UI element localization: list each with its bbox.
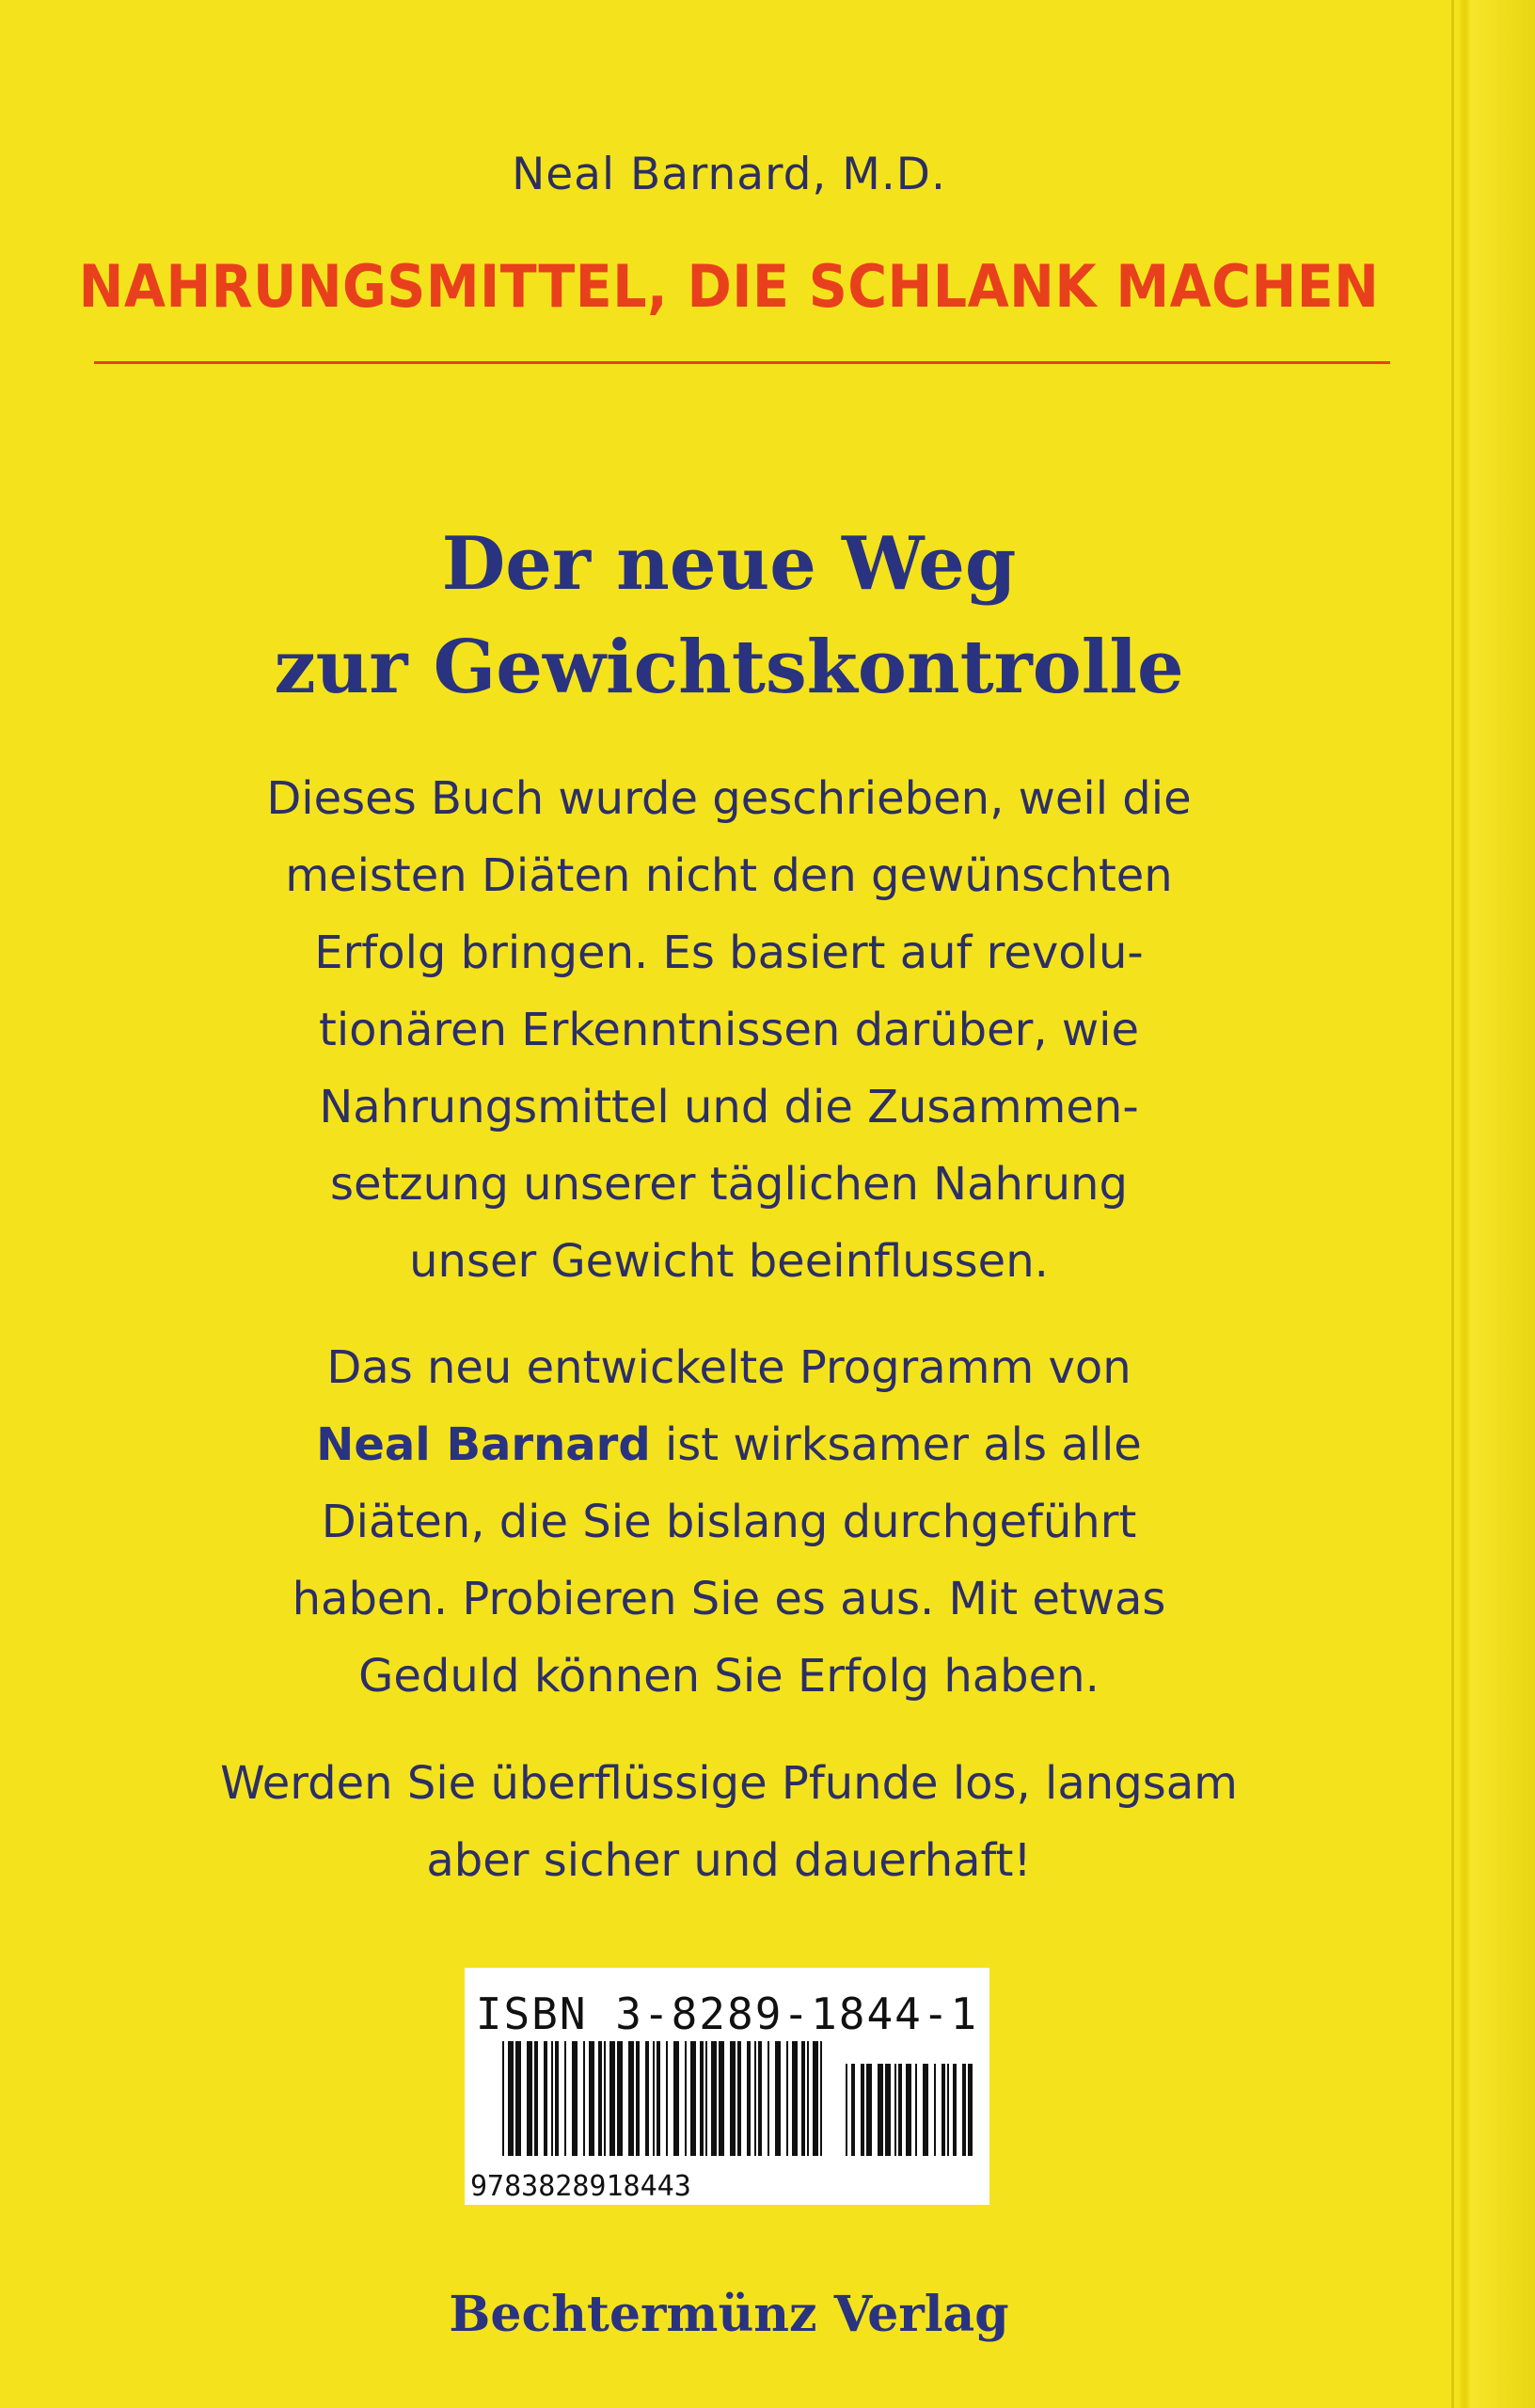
- barcode-bar: [711, 2041, 717, 2156]
- barcode-bar: [894, 2064, 896, 2156]
- barcode-bar: [923, 2064, 928, 2156]
- barcode-bar: [813, 2041, 818, 2156]
- barcode-bar: [730, 2041, 736, 2156]
- blurb-line: setzung unserer täglichen Nahrung: [330, 1158, 1128, 1211]
- barcode-bar: [617, 2041, 623, 2156]
- blurb-paragraph-1: [0, 760, 1458, 1300]
- barcode-bar: [768, 2041, 769, 2156]
- barcode-bar: [653, 2041, 655, 2156]
- barcode-bar: [820, 2041, 822, 2156]
- isbn-barcode-label: [465, 1968, 989, 2205]
- barcode-bar: [534, 2041, 538, 2156]
- headline-line-1: Der neue Weg: [441, 521, 1017, 607]
- barcode-bar: [527, 2041, 532, 2156]
- barcode-bar: [555, 2041, 559, 2156]
- book-title: NAHRUNGSMITTEL, DIE SCHLANK MACHEN: [78, 252, 1380, 321]
- barcode-bar: [758, 2041, 762, 2156]
- ean-digits: 9783828918443: [470, 2170, 691, 2203]
- barcode-bar: [719, 2041, 724, 2156]
- barcode-bar: [747, 2041, 751, 2156]
- barcode-bar: [934, 2064, 936, 2156]
- blurb-line-rest: ist wirksamer als alle: [650, 1418, 1142, 1471]
- title-underline: [94, 361, 1390, 364]
- headline: [0, 513, 1458, 720]
- barcode-graphic: [465, 1968, 989, 2205]
- barcode-bar: [572, 2041, 578, 2156]
- blurb-line: unser Gewicht beeinflussen.: [409, 1235, 1049, 1288]
- barcode-bar: [962, 2064, 966, 2156]
- barcode-bar: [583, 2041, 585, 2156]
- barcode-bar: [645, 2041, 649, 2156]
- blurb-line: aber sicher und dauerhaft!: [426, 1834, 1032, 1887]
- barcode-bar: [866, 2064, 872, 2156]
- blurb-line: Erfolg bringen. Es basiert auf revolu-: [314, 927, 1144, 979]
- barcode-bar: [737, 2041, 741, 2156]
- barcode-bar: [636, 2041, 640, 2156]
- barcode-bar: [598, 2041, 602, 2156]
- blurb-line: Diäten, die Sie bislang durchgeführt: [321, 1496, 1137, 1548]
- isbn-number: ISBN 3-8289-1844-1: [475, 1988, 979, 2039]
- barcode-bar: [604, 2041, 606, 2156]
- publisher-name: Bechtermünz Verlag: [449, 2286, 1009, 2343]
- blurb-line: tionären Erkenntnissen darüber, wie: [319, 1004, 1139, 1056]
- barcode-bar: [544, 2041, 547, 2156]
- blurb-line: haben. Probieren Sie es aus. Mit etwas: [292, 1573, 1166, 1625]
- barcode-bar: [673, 2041, 679, 2156]
- blurb-line: Nahrungsmittel und die Zusammen-: [319, 1081, 1139, 1133]
- barcode-bar: [861, 2064, 864, 2156]
- barcode-bar: [705, 2041, 707, 2156]
- barcode-bar: [906, 2064, 911, 2156]
- barcode-bar: [775, 2041, 781, 2156]
- barcode-bar: [564, 2041, 566, 2156]
- barcode-bar: [851, 2064, 855, 2156]
- barcode-bar: [915, 2064, 917, 2156]
- spine-shadow: [1460, 0, 1535, 2408]
- barcode-bar: [657, 2041, 660, 2156]
- barcode-bar: [792, 2041, 798, 2156]
- barcode-bar: [885, 2064, 891, 2156]
- barcode-bar: [690, 2041, 696, 2156]
- barcode-bar: [551, 2041, 553, 2156]
- barcode-bar: [754, 2041, 756, 2156]
- blurb-line: Das neu entwickelte Programm von: [326, 1341, 1131, 1394]
- barcode-bars-addon: [846, 2064, 973, 2156]
- blurb-line: Werden Sie überflüssige Pfunde los, langsam: [220, 1757, 1238, 1810]
- blurb-paragraph-2: [0, 1329, 1458, 1715]
- headline-line-2: zur Gewichtskontrolle: [274, 625, 1184, 710]
- barcode-bar: [700, 2041, 704, 2156]
- barcode-bar: [502, 2041, 504, 2156]
- blurb-paragraph-3: [0, 1745, 1458, 1899]
- barcode-bar: [807, 2041, 809, 2156]
- barcode-bar: [589, 2041, 594, 2156]
- barcode-bar: [846, 2064, 847, 2156]
- barcode-bar: [898, 2064, 902, 2156]
- barcode-bar: [968, 2064, 973, 2156]
- barcode-bar: [953, 2064, 957, 2156]
- barcode-bar: [515, 2041, 521, 2156]
- barcode-bar: [947, 2064, 949, 2156]
- blurb-line: Dieses Buch wurde geschrieben, weil die: [266, 772, 1192, 825]
- barcode-bar: [609, 2041, 615, 2156]
- barcode-bars-main: [502, 2041, 822, 2156]
- barcode-bar: [628, 2041, 634, 2156]
- blurb-line: meisten Diäten nicht den gewünschten: [285, 849, 1173, 902]
- blurb-line-with-name: [0, 1406, 1458, 1483]
- barcode-bar: [786, 2041, 788, 2156]
- barcode-bar: [685, 2041, 687, 2156]
- blurb-line: Geduld können Sie Erfolg haben.: [358, 1650, 1100, 1703]
- author-name: Neal Barnard, M.D.: [512, 149, 946, 200]
- author-name-bold: Neal Barnard: [316, 1418, 651, 1471]
- barcode-bar: [942, 2064, 945, 2156]
- barcode-bar: [878, 2064, 883, 2156]
- barcode-bar: [508, 2041, 514, 2156]
- barcode-bar: [801, 2041, 805, 2156]
- barcode-bar: [666, 2041, 668, 2156]
